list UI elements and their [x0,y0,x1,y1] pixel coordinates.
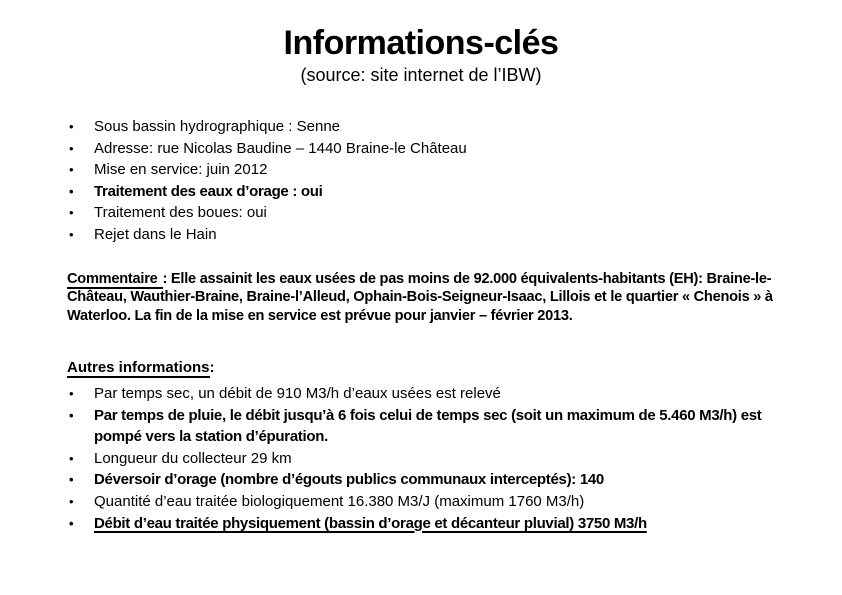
bullet-icon: • [69,407,74,423]
bullet-icon: • [69,205,74,221]
autres-informations-colon: : [209,359,215,377]
title-block [0,0,842,87]
list-item-text: Quantité d’eau traitée biologiquement 16.380 M3/J (maximum 1760 M3/h) [94,493,585,511]
bullet-icon: • [69,494,74,510]
list-item [67,159,789,181]
bullet-icon: • [69,183,74,199]
list-item [67,448,789,470]
list-item-text: Mise en service: juin 2012 [94,161,268,179]
list-item-text: Traitement des eaux d’orage : oui [94,182,323,200]
bullet-icon: • [69,386,74,402]
list-item [67,181,789,203]
commentaire-paragraph [67,270,782,326]
list-item-text: Adresse: rue Nicolas Baudine – 1440 Braine-le Château [94,139,467,157]
list-item-text: Longueur du collecteur 29 km [94,449,292,467]
bullet-icon: • [69,119,74,134]
list-item [67,202,789,224]
list-item [67,469,789,491]
page-title: Informations-clés [283,24,559,62]
list-item-text: Traitement des boues: oui [94,204,267,222]
slide-content [67,116,789,534]
bullet-icon: • [69,140,74,156]
list-item-text: Débit d’eau traitée physiquement (bassin d’orage et décanteur pluvial) 3750 M3/h [94,514,647,532]
list-item-text: Déversoir d’orage (nombre d’égouts publics communaux interceptés): 140 [94,471,604,489]
commentaire-body: : Elle assainit les eaux usées de pas moins de 92.000 équivalents-habitants (EH): Braine-le-Château, Wauthier-Braine, Braine-l’Alleud, Ophain-Bois-Seigneur-Isaac, Lillois et le quartier « Chenois » à Waterloo. La fin de la mise en service est prévue pour janvier – février 2013. [67,270,773,324]
list-item [67,491,789,513]
bullet-icon: • [69,472,74,488]
page-subtitle: (source: site internet de l’IBW) [300,65,542,85]
bullet-icon: • [69,162,74,178]
list-item-text: Sous bassin hydrographique : Senne [94,118,341,135]
bullet-icon: • [69,226,74,242]
bullet-icon: • [69,450,74,466]
autres-informations-heading [67,358,789,378]
bullet-icon: • [69,515,74,531]
list-item [67,405,789,448]
list-item [67,224,789,246]
list-item [67,116,789,138]
list-item [67,383,789,405]
autres-informations-list [67,383,789,534]
list-item-text: Par temps de pluie, le débit jusqu’à 6 fois celui de temps sec (soit un maximum de 5.460 M3/h) est pompé vers la station d’épuration. [94,406,762,446]
list-item [67,138,789,160]
list-item-text: Par temps sec, un débit de 910 M3/h d’eaux usées est relevé [94,385,501,403]
list-item [67,513,789,535]
list-item-text: Rejet dans le Hain [94,225,217,243]
autres-informations-label: Autres informations [67,359,210,377]
commentaire-label: Commentaire [67,271,163,289]
key-facts-list [67,116,789,246]
